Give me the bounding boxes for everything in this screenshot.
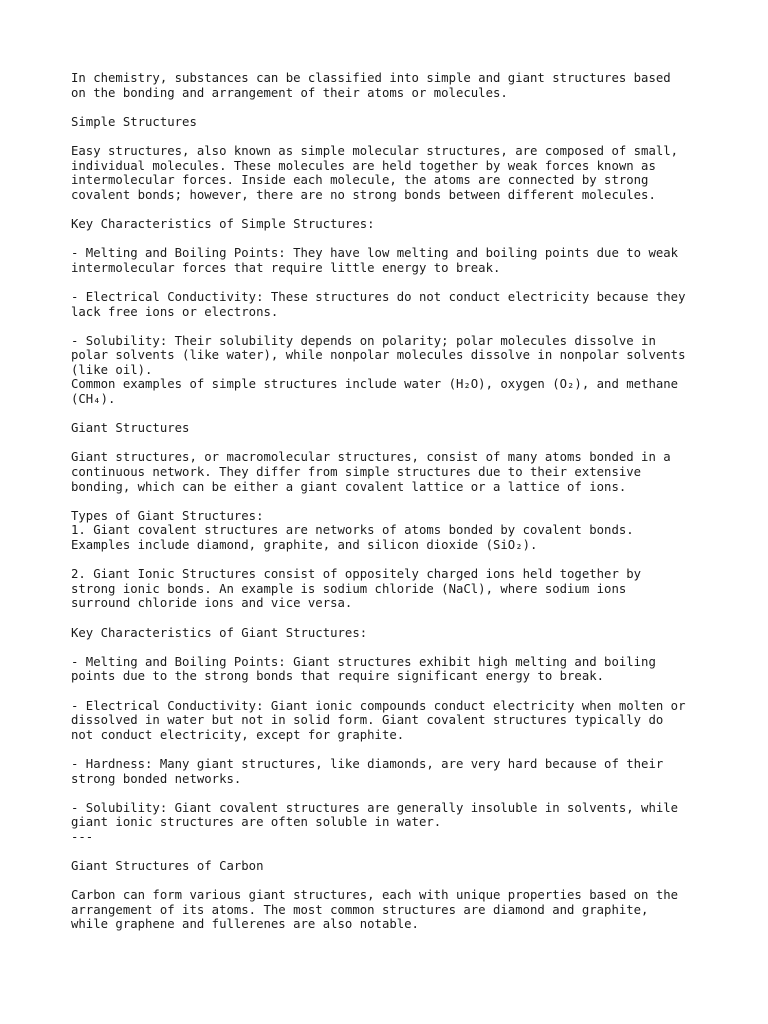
simple-conductivity-item: - Electrical Conductivity: These structures do not conduct electricity because they lack free ions or electrons. [71,289,686,319]
spacer [71,232,731,247]
heading-carbon-structures: Giant Structures of Carbon [71,859,264,874]
simple-structures-description: Easy structures, also known as simple molecular structures, are composed of small, individual molecules. These molecules are held together by weak forces known as intermolecular forces. Inside each molecule, the atoms are connected by strong covalent bonds; however, there are no strong bonds between different molecules. [71,143,679,202]
heading-simple-key-characteristics: Key Characteristics of Simple Structures: [71,216,375,231]
spacer [71,436,731,451]
spacer [71,100,731,115]
spacer [71,742,731,757]
carbon-structures-description: Carbon can form various giant structures, each with unique properties based on the arrangement of its atoms. The most common structures are diamond and graphite, while graphene and fullerenes are also notable. [71,888,679,932]
spacer [71,786,731,801]
spacer [71,844,731,859]
giant-ionic-item: 2. Giant Ionic Structures consist of oppositely charged ions held together by strong ionic bonds. An example is sodium chloride (NaCl), where sodium ions surround chloride ions and vice versa. [71,567,642,611]
simple-melting-point-item: - Melting and Boiling Points: They have low melting and boiling points due to weak intermolecular forces that require little energy to break. [71,246,679,275]
spacer [71,407,731,422]
giant-solubility-item: - Solubility: Giant covalent structures are generally insoluble in solvents, while giant ionic structures are often soluble in water. --- [71,800,679,844]
spacer [71,202,731,217]
heading-simple-structures: Simple Structures [71,114,197,129]
spacer [71,494,731,509]
spacer [71,640,731,655]
spacer [71,611,731,626]
simple-solubility-item: - Solubility: Their solubility depends on polarity; polar molecules dissolve in polar solvents (like water), while nonpolar molecules dissolve in nonpolar solvents (like oil). Common examples of simple structures include water (H₂O), oxygen (O₂), and methane (CH₄). [71,333,686,407]
spacer [71,275,731,290]
giant-melting-point-item: - Melting and Boiling Points: Giant structures exhibit high melting and boiling points due to the strong bonds that require significant energy to break. [71,654,656,684]
document-page [71,71,731,932]
giant-hardness-item: - Hardness: Many giant structures, like diamonds, are very hard because of their strong bonded networks. [71,756,664,786]
spacer [71,684,731,699]
heading-giant-structures: Giant Structures [71,421,190,436]
spacer [71,319,731,334]
intro-paragraph: In chemistry, substances can be classified into simple and giant structures based on the bonding and arrangement of their atoms or molecules. [71,71,671,100]
giant-conductivity-item: - Electrical Conductivity: Giant ionic compounds conduct electricity when molten or dissolved in water but not in solid form. Giant covalent structures typically do not conduct electricity, except for graphite. [71,698,686,742]
spacer [71,874,731,889]
spacer [71,129,731,144]
spacer [71,553,731,568]
giant-types-list: Types of Giant Structures: 1. Giant covalent structures are networks of atoms bonded by covalent bonds. Examples include diamond, graphite, and silicon dioxide (SiO₂). [71,508,634,552]
giant-structures-description: Giant structures, or macromolecular structures, consist of many atoms bonded in a continuous network. They differ from simple structures due to their extensive bonding, which can be either a giant covalent lattice or a lattice of ions. [71,450,671,494]
heading-giant-key-characteristics: Key Characteristics of Giant Structures: [71,625,368,640]
